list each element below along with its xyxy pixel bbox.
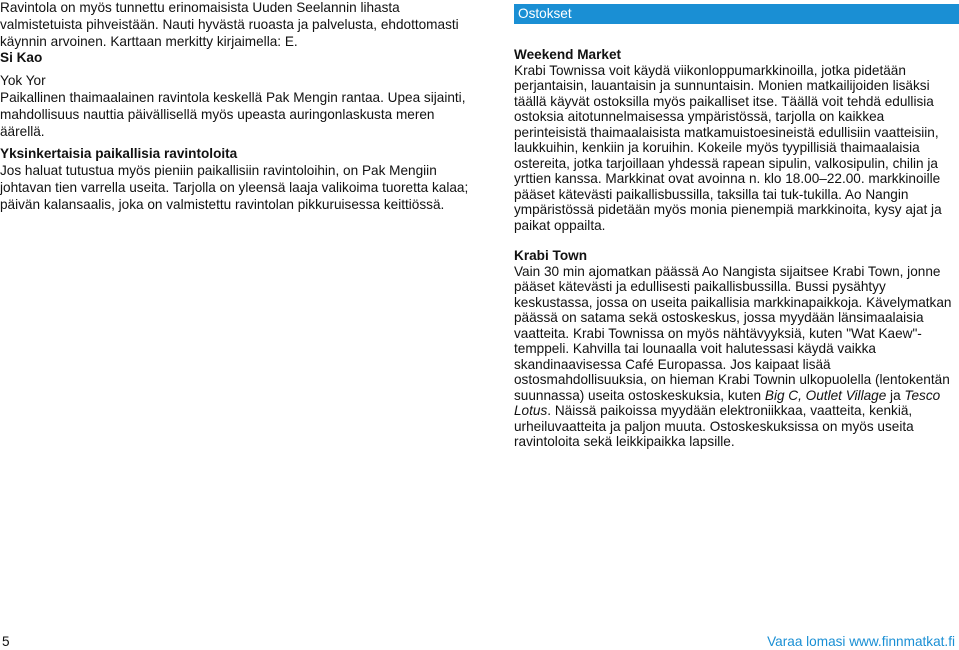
right-column xyxy=(514,0,959,450)
left-column xyxy=(0,0,480,214)
weekend-market-paragraph: Krabi Townissa voit käydä viikonloppumarkkinoilla, jotka pidetään perjantaisin, lauantaisin ja sunnuntaisin. Monien matkailijoiden lisäksi täällä käyvät ostoksilla myös paikalliset itse. Täällä voit tehdä edullisia ostoksia aitotunnelmaisessa ympäristössä, tarjolla on kaikkea perinteisistä thaimaalaisista matkamuistoesineistä edullisiin vaatteisiin, laukkuihin, kenkiin ja koruihin. Kokeile myös tyypillisiä thaimaalaisia ostereita, jotka tarjoillaan yhdessä rapean sipulin, valkosipulin, chilin ja yrttien kanssa. Markkinat ovat avoinna n. klo 18.00–22.00. markkinoille pääset kätevästi paikallisbussilla, taksilla tai tuk-tukilla. Ao Nangin ympäristössä pidetään myös monia pienempiä markkinoita, kysy ajat ja paikat oppailta. xyxy=(514,62,942,233)
krabi-town-text-part-3: . Näissä paikoissa myydään elektroniikkaa, vaatteita, kenkiä, urheiluvaatteita ja paljon muuta. Ostoskeskuksissa on myös useita ravintoloita sekä leikkipaikka lapsille. xyxy=(514,403,914,449)
krabi-town-heading: Krabi Town xyxy=(514,248,587,263)
krabi-town-block xyxy=(514,248,959,450)
si-kao-heading: Si Kao xyxy=(0,50,43,66)
simple-restaurants-paragraph: Jos haluat tutustua myös pieniin paikallisiin ravintoloihin, on Pak Mengiin johtavan tien varrella useita. Tarjolla on yleensä laaja valikoima tuoretta kalaa; päivän kalansaalis, joka on valmistettu ravintolan pikkuruisessa keittiössä. xyxy=(0,163,469,212)
section-header-ostokset: Ostokset xyxy=(514,4,959,24)
yok-yor-paragraph: Paikallinen thaimaalainen ravintola keskellä Pak Mengin rantaa. Upea sijainti, mahdollisuus nauttia päivällisellä myös upeasta auringonlaskusta meren äärellä. xyxy=(0,89,466,139)
yok-yor-heading: Yok Yor xyxy=(0,73,46,89)
footer-website-link[interactable]: Varaa lomasi www.finnmatkat.fi xyxy=(767,634,955,649)
intro-paragraph: Ravintola on myös tunnettu erinomaisista Uuden Seelannin lihasta valmistetuista pihveistään. Nauti hyvästä ruoasta ja palvelusta, ehdottomasti käynnin arvoinen. Karttaan merkitty kirjaimella: E. xyxy=(0,0,459,49)
page-number: 5 xyxy=(2,634,10,649)
simple-restaurants-heading: Yksinkertaisia paikallisia ravintoloita xyxy=(0,146,238,162)
weekend-market-block xyxy=(514,47,959,233)
krabi-town-paragraph xyxy=(514,264,959,450)
krabi-town-text-part-1: Vain 30 min ajomatkan päässä Ao Nangista sijaitsee Krabi Town, jonne pääset kätevästi ja edullisesti paikallisbussilla. Bussi pysähtyy keskustassa, jossa on useita paikallisia markkinapaikkoja. Kävelymatkan päässä on satama sekä ostoskeskus, jossa myydään länsimaalaisia vaatteita. Krabi Townissa on myös nähtävyyksiä, kuten "Wat Kaew"-temppeli. Kahvilla tai lounaalla voit halutessasi käydä vaikka skandinaavisessa Café Europassa. Jos kaipaat lisää ostosmahdollisuuksia, on hieman Krabi Townin ulkopuolella (lentokentän suunnassa) useita ostoskeskuksia, kuten xyxy=(514,263,952,403)
weekend-market-heading: Weekend Market xyxy=(514,47,622,62)
krabi-town-mall-names-1: Big C, Outlet Village xyxy=(764,387,887,403)
krabi-town-text-part-2: ja xyxy=(886,387,905,403)
krabi-town-mall-names-2: Tesco Lotus xyxy=(514,387,941,418)
